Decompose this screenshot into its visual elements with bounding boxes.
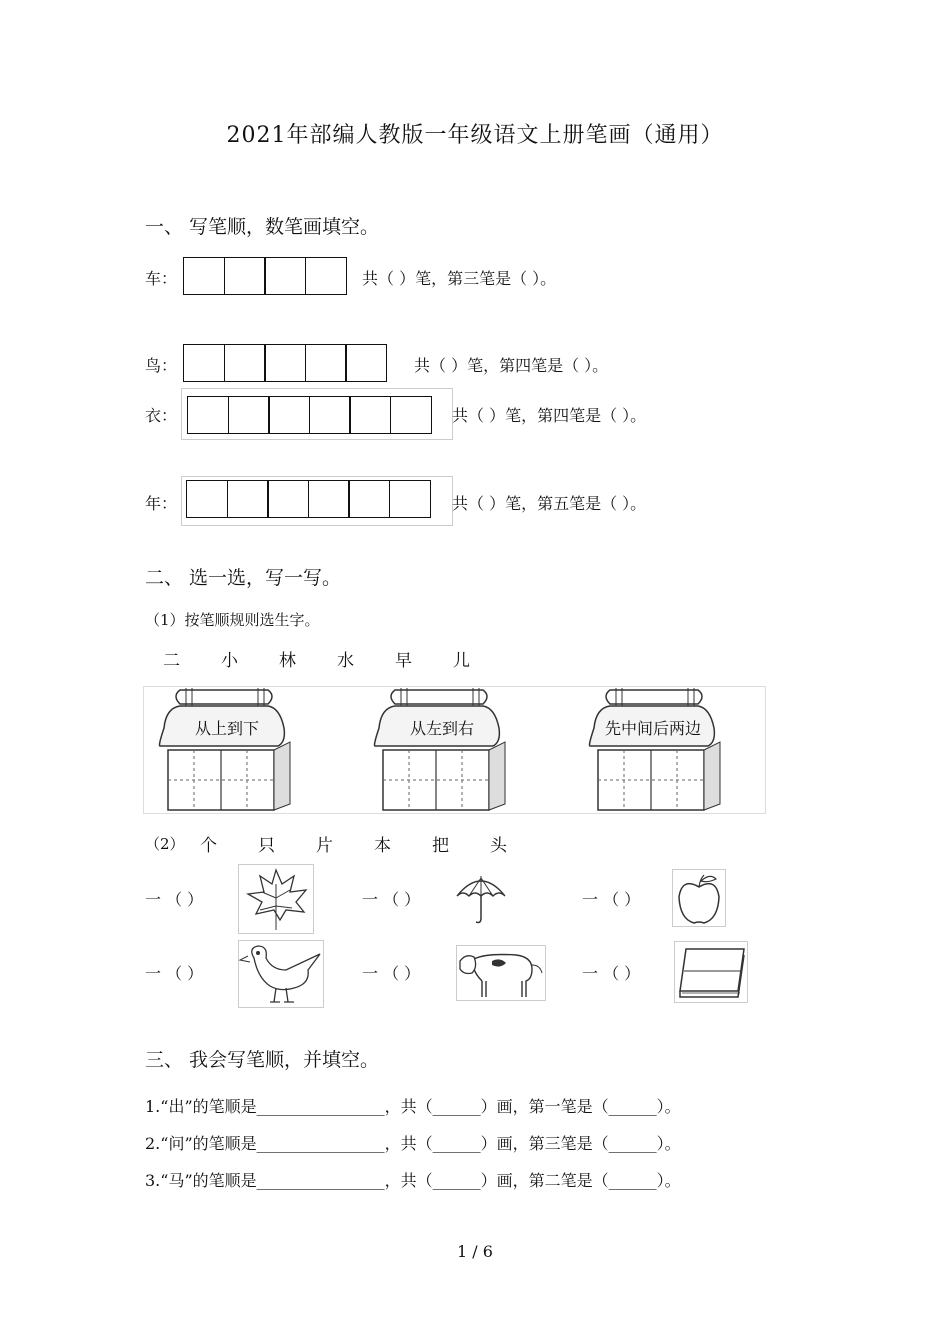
row-question: 共（ ）笔，第五笔是（ ）。 bbox=[452, 494, 647, 513]
char: 二 bbox=[163, 651, 180, 671]
umbrella-icon bbox=[454, 872, 508, 928]
apple-icon bbox=[672, 869, 726, 927]
char: 水 bbox=[337, 651, 354, 671]
stroke-grid-nian[interactable] bbox=[186, 480, 431, 518]
row-question: 共（ ）笔，第三笔是（ ）。 bbox=[362, 269, 557, 288]
measure-word-blank[interactable]: 一 （ ） bbox=[145, 964, 204, 983]
fill-line[interactable]: 2.“问”的笔顺是________________，共（______）画，第三笔是（______）。 bbox=[145, 1134, 681, 1153]
row-question: 共（ ）笔，第四笔是（ ）。 bbox=[452, 406, 647, 425]
char: 本 bbox=[374, 836, 391, 856]
section2-heading: 二、 选一选，写一写。 bbox=[145, 567, 342, 589]
house-label: 从左到右 bbox=[409, 719, 474, 738]
part1-label: （1）按笔顺规则选生字。 bbox=[145, 611, 320, 629]
measure-word-blank[interactable]: 一 （ ） bbox=[362, 890, 421, 909]
section3-heading: 三、 我会写笔顺，并填空。 bbox=[145, 1049, 380, 1071]
char: 个 bbox=[200, 836, 217, 856]
house-label: 先中间后两边 bbox=[604, 719, 701, 738]
char: 小 bbox=[221, 651, 238, 671]
fill-line[interactable]: 3.“马”的笔顺是________________，共（______）画，第二笔是（______）。 bbox=[145, 1171, 681, 1190]
book-icon bbox=[674, 941, 748, 1003]
measure-word-blank[interactable]: 一 （ ） bbox=[582, 890, 641, 909]
stroke-grid-yi[interactable] bbox=[187, 396, 432, 434]
row-label: 鸟： bbox=[145, 356, 178, 375]
row-question: 共（ ）笔，第四笔是（ ）。 bbox=[414, 356, 609, 375]
row-label: 衣： bbox=[145, 406, 178, 425]
cow-icon bbox=[456, 945, 546, 1001]
page-title: 2021年部编人教版一年级语文上册笔画（通用） bbox=[226, 123, 724, 148]
char: 早 bbox=[395, 651, 412, 671]
maple-leaf-icon bbox=[238, 864, 314, 934]
measure-word-blank[interactable]: 一 （ ） bbox=[582, 964, 641, 983]
measure-word-blank[interactable]: 一 （ ） bbox=[145, 890, 204, 909]
char: 头 bbox=[490, 836, 507, 856]
houses-illustration bbox=[150, 686, 770, 814]
page-number: 1 / 6 bbox=[457, 1242, 493, 1261]
house-label: 从上到下 bbox=[194, 719, 259, 738]
bird-icon bbox=[238, 940, 324, 1008]
stroke-grid-che[interactable] bbox=[183, 257, 347, 295]
char: 片 bbox=[316, 836, 333, 856]
measure-word-blank[interactable]: 一 （ ） bbox=[362, 964, 421, 983]
stroke-grid-niao[interactable] bbox=[183, 344, 387, 382]
fill-line[interactable]: 1.“出”的笔顺是________________，共（______）画，第一笔是（______）。 bbox=[145, 1097, 681, 1116]
char: 只 bbox=[258, 836, 275, 856]
char: 林 bbox=[279, 651, 296, 671]
part2-label: （2） bbox=[145, 835, 185, 853]
part1-char-list bbox=[163, 646, 511, 671]
row-label: 车： bbox=[145, 269, 178, 288]
row-label: 年： bbox=[145, 494, 178, 513]
section1-heading: 一、 写笔顺，数笔画填空。 bbox=[145, 216, 380, 238]
char: 儿 bbox=[453, 651, 470, 671]
char: 把 bbox=[432, 836, 449, 856]
part2-char-list bbox=[200, 831, 548, 856]
